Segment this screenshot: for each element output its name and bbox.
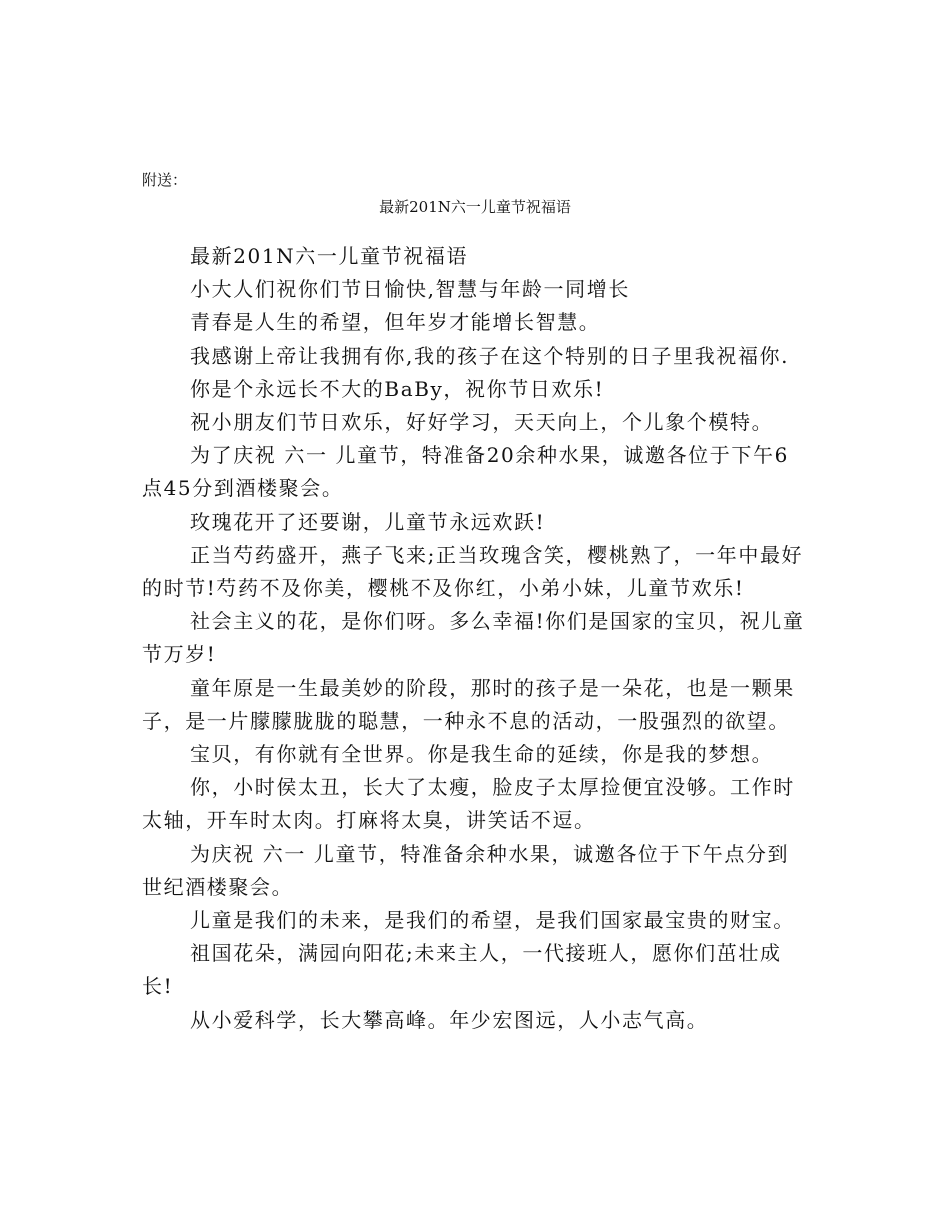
paragraph: 最新201N六一儿童节祝福语 [190,244,469,268]
paragraph: 青春是人生的希望，但年岁才能增长智慧。 [190,310,601,335]
paragraph: 宝贝，有你就有全世界。你是我生命的延续，你是我的梦想。 [190,742,774,767]
paragraph: 你，小时侯太丑，长大了太瘦，脸皮子太厚捡便宜没够。工作时太轴，开车时太肉。打麻将太臭，讲笑话不逗。 [142,775,795,833]
paragraph: 小大人们祝你们节日愉快,智慧与年龄一同增长 [190,277,630,302]
paragraph: 玫瑰花开了还要谢，儿童节永远欢跃! [190,509,546,534]
paragraph: 童年原是一生最美妙的阶段，那时的孩子是一朵花，也是一颗果子，是一片朦朦胧胧的聪慧，一种永不息的活动，一股强烈的欲望。 [142,675,795,733]
paragraph: 我感谢上帝让我拥有你,我的孩子在这个特别的日子里我祝福你. [190,343,790,368]
intro-label: 附送： [142,171,188,189]
paragraph: 为庆祝 六一 儿童节，特准备余种水果，诚邀各位于下午点分到世纪酒楼聚会。 [142,841,790,899]
paragraph: 你是个永远长不大的BaBy，祝你节日欢乐! [190,376,605,401]
paragraph: 为了庆祝 六一 儿童节，特准备20余种水果，诚邀各位于下午6点45分到酒楼聚会。 [142,443,789,501]
paragraph: 正当芍药盛开，燕子飞来;正当玫瑰含笑，樱桃熟了，一年中最好的时节!芍药不及你美，樱桃不及你红，小弟小妹，儿童节欢乐! [142,542,804,601]
paragraph: 从小爱科学，长大攀高峰。年少宏图远，人小志气高。 [190,1007,709,1032]
document-title: 最新201N六一儿童节祝福语 [379,198,571,216]
paragraph: 儿童是我们的未来，是我们的希望，是我们国家最宝贵的财宝。 [190,908,795,933]
paragraph: 社会主义的花，是你们呀。多么幸福!你们是国家的宝贝，祝儿童节万岁! [142,609,805,667]
body-text [142,240,810,1037]
paragraph: 祝小朋友们节日欢乐，好好学习，天天向上，个儿象个模特。 [190,410,774,435]
paragraph: 祖国花朵，满园向阳花;未来主人，一代接班人，愿你们茁壮成长! [142,941,782,999]
